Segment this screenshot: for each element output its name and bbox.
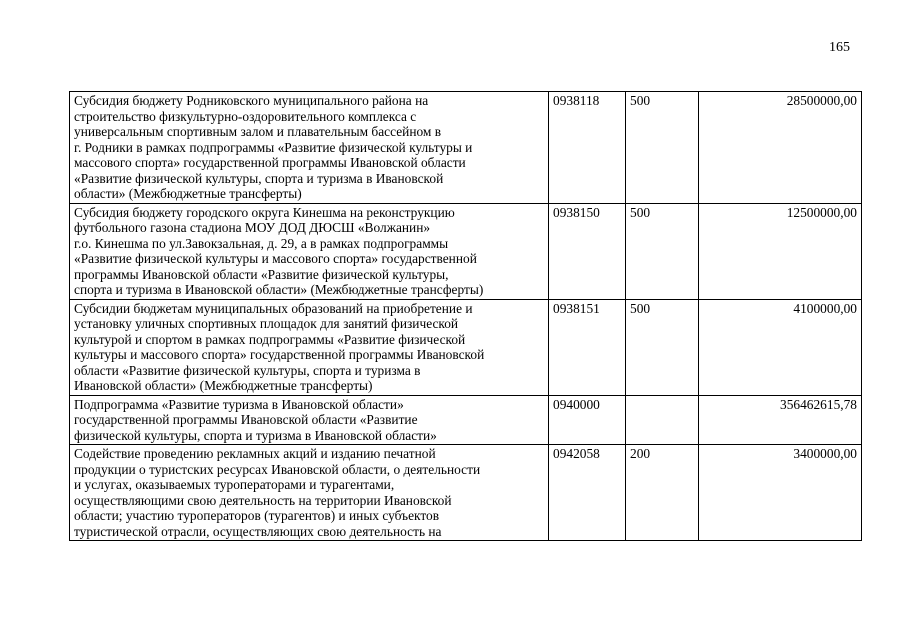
table-row (70, 445, 862, 541)
description-line: области «Развитие физической культуры, спорта и туризма в (74, 362, 421, 378)
page-number: 165 (829, 40, 850, 55)
table-row (70, 203, 862, 299)
row-amount: 3400000,00 (699, 445, 862, 541)
row-description (70, 395, 549, 445)
description-line: государственной программы Ивановской области «Развитие (74, 412, 418, 427)
description-line: «Развитие физической культуры, спорта и туризма в Ивановской (74, 170, 444, 186)
row-target-code: 0942058 (549, 445, 626, 541)
description-line: футбольного газона стадиона МОУ ДОД ДЮСШ «Волжанин» (74, 220, 431, 235)
description-line: г.о. Кинешма по ул.Завокзальная, д. 29, а в рамках подпрограммы (74, 235, 449, 251)
description-line: и услугах, оказываемых туроператорами и турагентами, (74, 477, 395, 492)
row-target-code: 0938150 (549, 203, 626, 299)
row-description (70, 445, 549, 541)
row-amount: 12500000,00 (699, 203, 862, 299)
description-line: массового спорта» государственной программы Ивановской области (74, 155, 466, 170)
description-line: «Развитие физической культуры и массового спорта» государственной (74, 251, 477, 266)
row-expense-type: 500 (626, 299, 699, 395)
description-line: Содействие проведению рекламных акций и изданию печатной (74, 446, 436, 461)
row-expense-type: 500 (626, 203, 699, 299)
row-target-code: 0938118 (549, 92, 626, 204)
description-line: культурой и спортом в рамках подпрограммы «Развитие физической (74, 331, 466, 347)
row-expense-type: 200 (626, 445, 699, 541)
description-line: продукции о туристских ресурсах Ивановской области, о деятельности (74, 461, 481, 477)
table-row (70, 92, 862, 204)
table-row (70, 299, 862, 395)
row-expense-type (626, 395, 699, 445)
description-line: строительство физкультурно-оздоровительного комплекса с (74, 108, 417, 124)
description-line: установку уличных спортивных площадок для занятий физической (74, 316, 459, 331)
row-target-code: 0940000 (549, 395, 626, 445)
row-target-code: 0938151 (549, 299, 626, 395)
description-line: спорта и туризма в Ивановской области» (Межбюджетные трансферты) (74, 282, 484, 297)
description-line: области; участию туроператоров (турагентов) и иных субъектов (74, 508, 440, 523)
description-line: области» (Межбюджетные трансферты) (74, 186, 302, 201)
budget-table (69, 91, 862, 541)
row-amount: 4100000,00 (699, 299, 862, 395)
description-line: Подпрограмма «Развитие туризма в Ивановской области» (74, 396, 404, 412)
row-amount: 28500000,00 (699, 92, 862, 204)
description-line: программы Ивановской области «Развитие физической культуры, (74, 266, 449, 282)
description-line: туристической отрасли, осуществляющих свою деятельность на (74, 523, 442, 539)
row-expense-type: 500 (626, 92, 699, 204)
row-description (70, 299, 549, 395)
description-line: осуществляющими свою деятельность на территории Ивановской (74, 492, 452, 508)
description-line: культуры и массового спорта» государственной программы Ивановской (74, 347, 485, 362)
description-line: Субсидия бюджету Родниковского муниципального района на (74, 93, 429, 108)
description-line: Субсидия бюджету городского округа Кинешма на реконструкцию (74, 204, 455, 220)
row-amount: 356462615,78 (699, 395, 862, 445)
description-line: Субсидии бюджетам муниципальных образований на приобретение и (74, 300, 473, 316)
description-line: физической культуры, спорта и туризма в Ивановской области» (74, 427, 437, 443)
table-row (70, 395, 862, 445)
description-line: г. Родники в рамках подпрограммы «Развитие физической культуры и (74, 139, 473, 155)
row-description (70, 203, 549, 299)
description-line: Ивановской области» (Межбюджетные трансферты) (74, 378, 373, 393)
description-line: универсальным спортивным залом и плавательным бассейном в (74, 124, 442, 139)
row-description (70, 92, 549, 204)
